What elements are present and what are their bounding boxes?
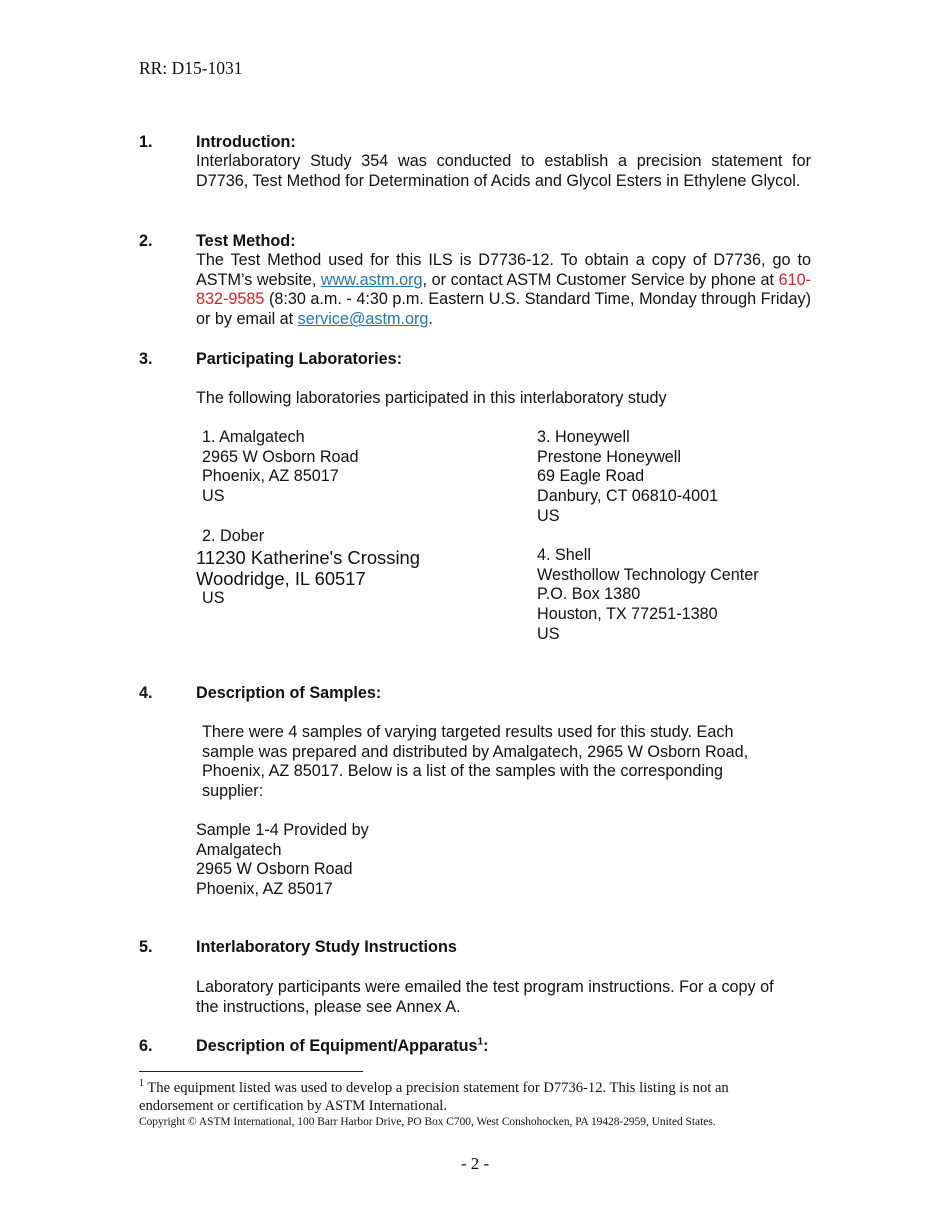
section-4-body-line: sample was prepared and distributed by Amalgatech, 2965 W Osborn Road, [202,742,749,761]
section-5-body-line: Laboratory participants were emailed the test program instructions. For a copy of [196,978,774,996]
section-5-body-line: the instructions, please see Annex A. [196,997,461,1016]
section-2-number: 2. [139,232,153,250]
section-6-title-suffix: : [483,1037,489,1055]
section-4-body-line: supplier: [202,782,264,801]
lab-4-line: US [537,624,560,643]
section-3-number: 3. [139,350,153,368]
lab-2 [196,527,420,608]
lab-1-name: 1. Amalgatech [202,428,305,446]
lab-2-line: 11230 Katherine's Crossing [196,546,420,568]
section-5-body [196,978,774,1017]
section-2-body [196,251,811,330]
supplier-line: 2965 W Osborn Road [196,860,353,879]
footnote-text: The equipment listed was used to develop a precision statement for D7736-12. This listing is not an endorsement or certification by ASTM International. [139,1080,729,1114]
section-2-text-a: The Test Method used for this ILS is D7736-12. To obtain a copy of D7736, go to ASTM’s website, [196,251,811,289]
lab-2-line: Woodridge, IL 60517 [196,567,366,589]
section-6-title [196,1037,488,1056]
footnote [139,1079,799,1115]
footnote-divider [139,1071,363,1072]
section-4-body-line: There were 4 samples of varying targeted results used for this study. Each [202,723,734,741]
lab-3-line: Prestone Honeywell [537,447,681,466]
section-4-title: Description of Samples: [196,684,382,702]
lab-3-line: Danbury, CT 06810-4001 [537,487,719,506]
section-1-number: 1. [139,133,153,151]
section-3-title: Participating Laboratories: [196,350,402,368]
lab-4-line: P.O. Box 1380 [537,585,641,604]
section-6-title-text: Description of Equipment/Apparatus [196,1037,478,1055]
lab-3 [537,428,718,527]
section-6-number: 6. [139,1037,153,1055]
section-5-number: 5. [139,938,153,956]
lab-3-line: 69 Eagle Road [537,467,645,486]
supplier-line: Phoenix, AZ 85017 [196,880,333,899]
lab-3-name: 3. Honeywell [537,428,630,446]
service-email-link[interactable]: service@astm.org [297,310,429,329]
section-4-body-line: Phoenix, AZ 85017. Below is a list of the samples with the corresponding [202,762,723,781]
lab-1-line: Phoenix, AZ 85017 [202,467,339,486]
section-4-number: 4. [139,684,153,702]
sample-supplier [196,821,369,900]
section-1-body: Interlaboratory Study 354 was conducted to establish a precision statement for D7736, Test Method for Determination of Acids and Glycol Esters in Ethylene Glycol. [196,152,811,190]
supplier-line: Sample 1-4 Provided by [196,821,369,839]
lab-3-line: US [537,506,560,525]
customer-service-phone: 610-832-9585 [196,270,811,309]
section-2-title: Test Method: [196,232,296,250]
section-2-text-b: , or contact ASTM Customer Service by phone at [422,270,779,289]
footnote-marker: 1 [139,1078,144,1090]
section-5-title: Interlaboratory Study Instructions [196,938,457,956]
section-1-title: Introduction: [196,133,296,151]
lab-1-line: US [202,487,225,506]
lab-4 [537,546,759,645]
lab-4-name: 4. Shell [537,546,591,564]
lab-2-name: 2. Dober [202,527,265,545]
astm-website-link[interactable]: www.astm.org [320,270,423,289]
section-2-text-d: . [428,310,433,329]
section-3-intro: The following laboratories participated in this interlaboratory study [196,389,667,407]
section-4-body [202,723,748,802]
lab-1 [202,428,359,507]
footnote-ref[interactable]: 1 [477,1036,484,1048]
supplier-line: Amalgatech [196,840,282,859]
report-id: RR: D15-1031 [139,58,243,78]
lab-1-line: 2965 W Osborn Road [202,447,359,466]
lab-2-line: US [202,588,225,607]
page-number: - 2 - [460,1154,490,1173]
section-2-text-c: (8:30 a.m. - 4:30 p.m. Eastern U.S. Standard Time, Monday through Friday) or by email at [196,290,811,329]
copyright-notice: Copyright © ASTM International, 100 Barr Harbor Drive, PO Box C700, West Conshohocken, PA 19428-2959, United States. [139,1116,716,1128]
lab-4-line: Houston, TX 77251-1380 [537,605,718,624]
lab-4-line: Westhollow Technology Center [537,565,759,584]
